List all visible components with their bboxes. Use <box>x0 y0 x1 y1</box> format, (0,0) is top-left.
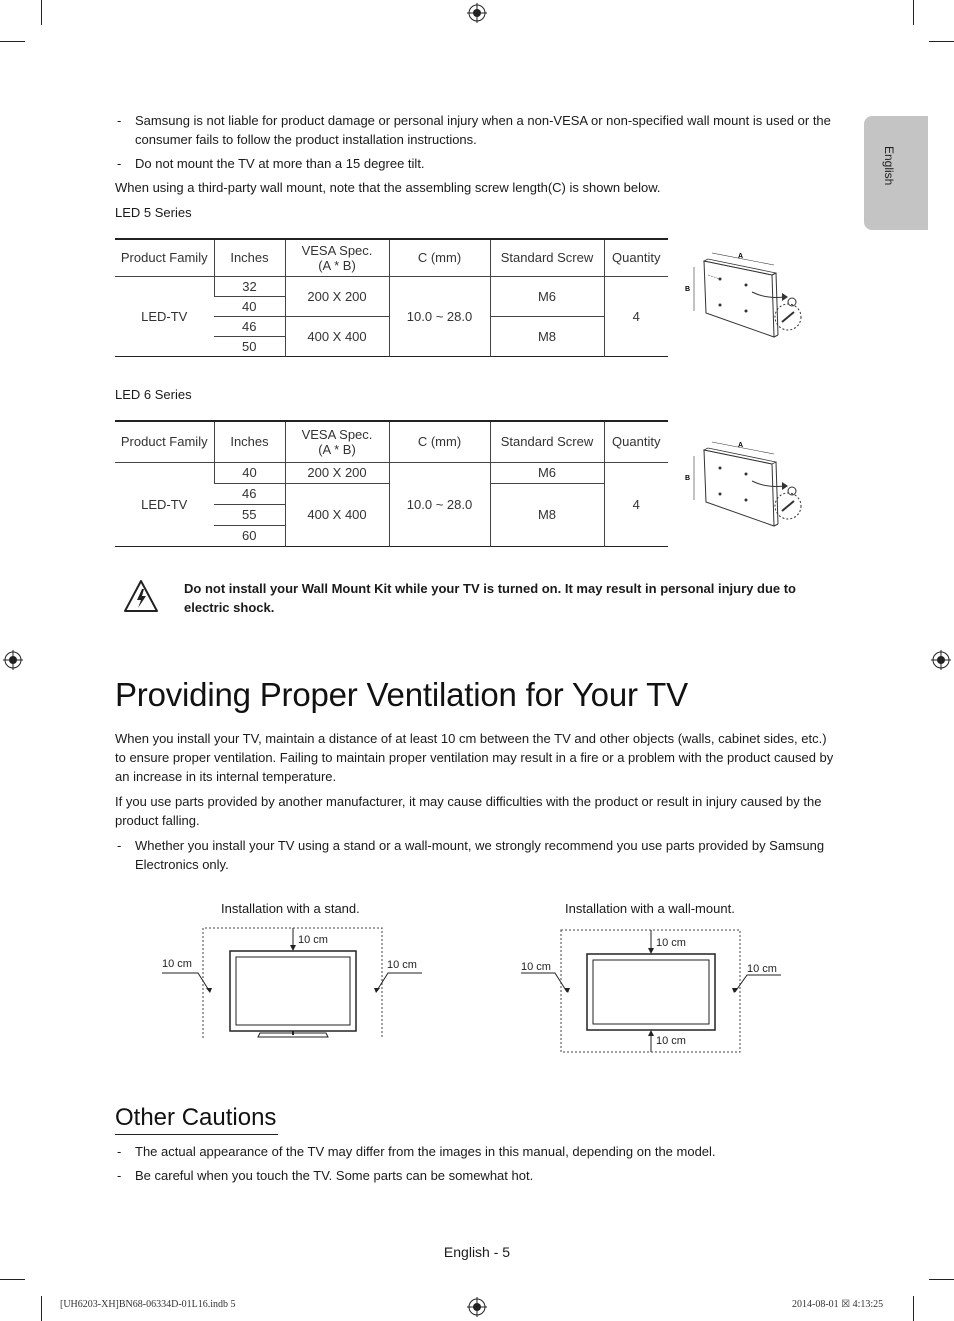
table-cell: 400 X 400 <box>285 483 389 546</box>
wall-mount-diagram <box>682 436 812 536</box>
registration-mark-icon <box>931 650 951 670</box>
table-cell: 4 <box>604 462 668 546</box>
table-cell: 55 <box>214 504 285 525</box>
stand-clearance-diagram <box>150 925 435 1045</box>
wall-mount-clearance-diagram <box>515 925 800 1055</box>
led5-title: LED 5 Series <box>115 205 192 220</box>
list-item: - Whether you install your TV using a stand or a wall-mount, we strongly recommend you use parts provided by Samsung Electronics only. <box>117 838 825 872</box>
table-cell: 10.0 ~ 28.0 <box>389 462 490 546</box>
crop-mark <box>913 0 914 25</box>
dimension-b-label: B <box>685 286 691 293</box>
registration-mark-icon <box>467 3 487 23</box>
table-cell: LED-TV <box>115 276 214 356</box>
wall-mount-diagram <box>682 247 812 347</box>
section-title-underline <box>115 1134 278 1135</box>
led6-table <box>115 420 668 547</box>
table-cell: 60 <box>214 525 285 546</box>
clearance-right-label: 10 cm <box>747 963 777 975</box>
dimension-b-label: B <box>685 475 691 482</box>
wall-mount-caption: Installation with a wall-mount. <box>565 901 735 916</box>
language-tab-label: English <box>882 146 896 186</box>
list-item: - Do not mount the TV at more than a 15 degree tilt. <box>117 156 425 171</box>
table-header: Standard Screw <box>490 239 604 276</box>
screw-note: When using a third-party wall mount, note that the assembling screw length(C) is shown below. <box>115 180 661 195</box>
page-title: Providing Proper Ventilation for Your TV <box>115 676 688 713</box>
table-cell: 40 <box>214 296 285 316</box>
list-item: - Samsung is not liable for product damage or personal injury when a non-VESA or non-specified wall mount is used or the consumer fails to follow the product installation instructions. <box>117 113 831 147</box>
ventilation-paragraph: When you install your TV, maintain a distance of at least 10 cm between the TV and other objects (walls, cabinet sides, etc.) to ensure proper ventilation. Failing to maintain proper ventilation may result in a fire or a problem with the product caused by an increase in its internal temperature. <box>115 731 834 784</box>
table-header: Quantity <box>604 239 668 276</box>
print-info-left: [UH6203-XH]BN68-06334D-01L16.indb 5 <box>60 1299 236 1310</box>
table-header: C (mm) <box>389 239 490 276</box>
section-title: Other Cautions <box>115 1104 277 1131</box>
electric-shock-warning-icon <box>123 579 159 613</box>
table-cell: 200 X 200 <box>285 462 389 483</box>
table-cell: M6 <box>490 462 604 483</box>
crop-mark <box>41 1296 42 1321</box>
led5-table <box>115 238 668 357</box>
dimension-a-label: A <box>738 442 744 449</box>
crop-mark <box>929 1279 954 1280</box>
ventilation-paragraph: If you use parts provided by another manufacturer, it may cause difficulties with the product or result in injury caused by the product falling. <box>115 794 822 828</box>
table-header: Inches <box>214 239 285 276</box>
page-number: English - 5 <box>443 1244 511 1260</box>
registration-mark-icon <box>467 1297 487 1317</box>
table-cell: 400 X 400 <box>285 316 389 356</box>
clearance-right-label: 10 cm <box>387 959 417 971</box>
clearance-top-label: 10 cm <box>298 934 328 946</box>
clearance-left-label: 10 cm <box>521 961 551 973</box>
crop-mark <box>0 41 25 42</box>
table-cell: 50 <box>214 336 285 356</box>
table-cell: 46 <box>214 316 285 336</box>
table-header: C (mm) <box>389 421 490 462</box>
table-header: Quantity <box>604 421 668 462</box>
clearance-left-label: 10 cm <box>162 958 192 970</box>
table-cell: M8 <box>490 316 604 356</box>
table-header: VESA Spec. (A * B) <box>285 239 389 276</box>
crop-mark <box>913 1296 914 1321</box>
table-header: Inches <box>214 421 285 462</box>
list-item: - Be careful when you touch the TV. Some parts can be somewhat hot. <box>117 1168 534 1183</box>
warning-text: Do not install your Wall Mount Kit while your TV is turned on. It may result in personal injury due to electric shock. <box>184 581 797 615</box>
stand-caption: Installation with a stand. <box>221 901 360 916</box>
table-header: Standard Screw <box>490 421 604 462</box>
clearance-bottom-label: 10 cm <box>656 1035 686 1047</box>
table-cell: 10.0 ~ 28.0 <box>389 276 490 356</box>
list-item: - The actual appearance of the TV may differ from the images in this manual, depending on the model. <box>117 1144 716 1159</box>
table-cell: M6 <box>490 276 604 316</box>
led6-title: LED 6 Series <box>115 387 192 402</box>
crop-mark <box>41 0 42 25</box>
table-header: Product Family <box>115 239 214 276</box>
crop-mark <box>929 41 954 42</box>
table-header: Product Family <box>115 421 214 462</box>
table-cell: 40 <box>214 462 285 483</box>
language-tab <box>864 116 928 230</box>
crop-mark <box>0 1279 25 1280</box>
dimension-a-label: A <box>738 253 744 260</box>
table-cell: 32 <box>214 276 285 296</box>
table-cell: 4 <box>604 276 668 356</box>
table-cell: LED-TV <box>115 462 214 546</box>
clearance-top-label: 10 cm <box>656 937 686 949</box>
table-cell: 200 X 200 <box>285 276 389 316</box>
print-info-right: 2014-08-01 ☒ 4:13:25 <box>792 1299 884 1310</box>
registration-mark-icon <box>3 650 23 670</box>
table-cell: M8 <box>490 483 604 546</box>
table-header: VESA Spec. (A * B) <box>285 421 389 462</box>
table-cell: 46 <box>214 483 285 504</box>
